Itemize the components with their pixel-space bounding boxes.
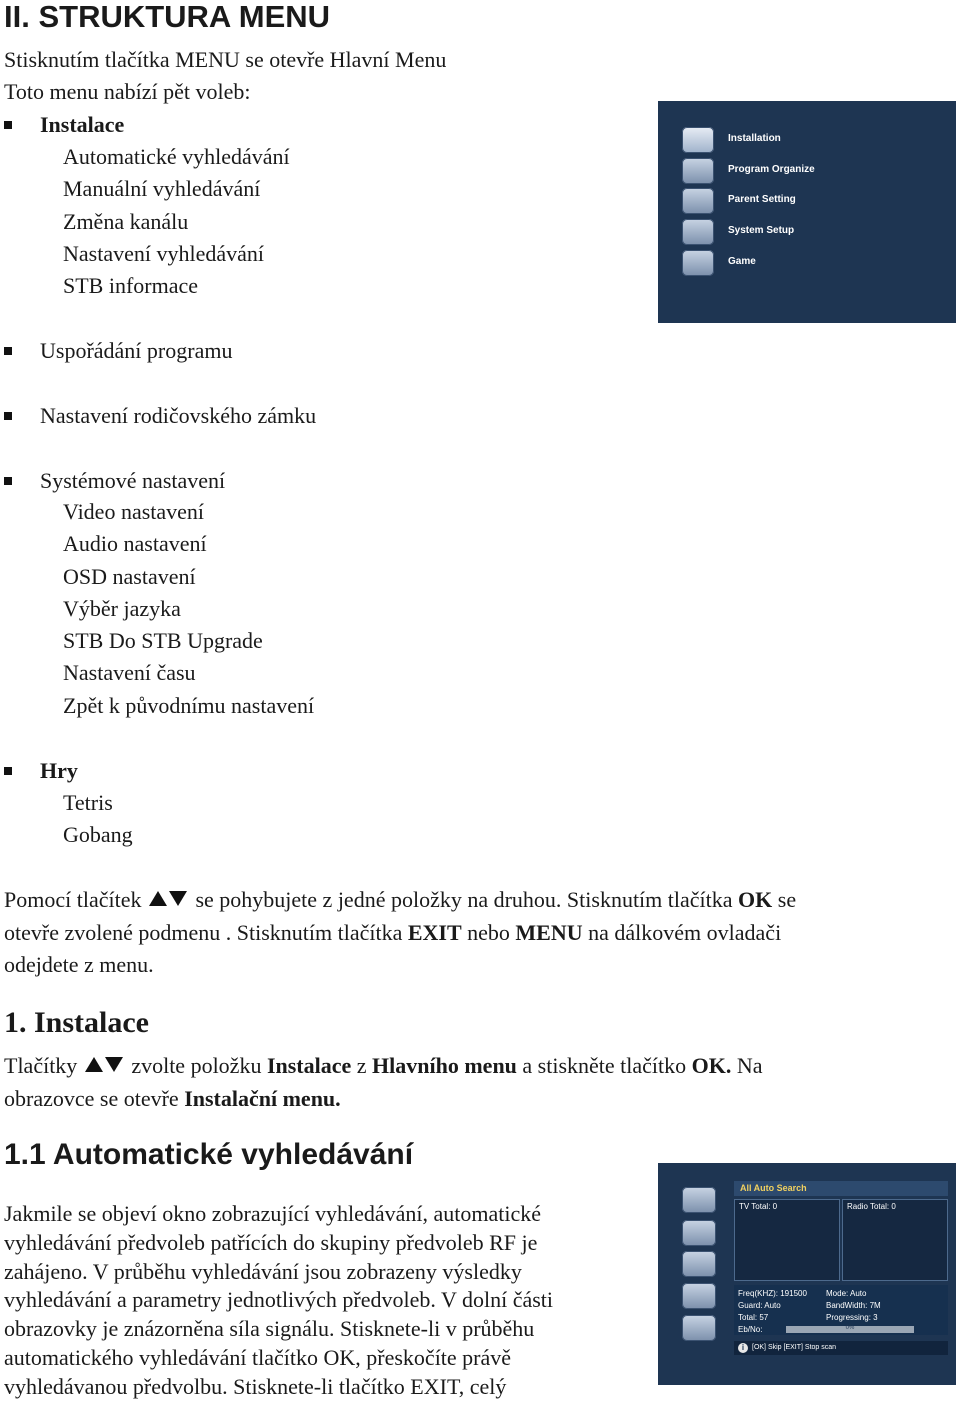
signal-progress-bar [786, 1326, 914, 1333]
text-span: EXIT [407, 919, 462, 945]
list-item: Nastavení vyhledávání [63, 241, 264, 266]
text-span: Na [736, 1053, 763, 1078]
section-1-paragraph [4, 1050, 954, 1115]
tv-menu-label: System Setup [728, 225, 795, 236]
tv-menu-label: Installation [728, 133, 781, 144]
menu-games-label: Hry [40, 758, 78, 783]
text-span: se pohybujete z jedné položky na druhou. Stisknutím tlačítka [195, 887, 733, 912]
menu-installation [4, 111, 124, 139]
list-item: Výběr jazyka [63, 596, 181, 621]
bullet-icon [4, 412, 12, 420]
list-item: Video nastavení [63, 499, 205, 524]
magnifier-icon [682, 1187, 716, 1213]
total: Total: 57 [738, 1313, 769, 1322]
up-down-arrows-icon [149, 881, 187, 914]
bullet-icon [4, 767, 12, 775]
menu-installation-label: Instalace [40, 112, 125, 137]
system-icon [682, 1283, 716, 1309]
text-span: z [356, 1053, 367, 1078]
magnifier-icon [682, 127, 714, 153]
text-span: a stiskněte tlačítko [522, 1053, 687, 1078]
menu-games [4, 757, 78, 785]
tv-menu-item-installation [682, 127, 942, 153]
tv-menu-item-parent-setting [682, 188, 942, 214]
program-icon [682, 158, 714, 184]
section-1-heading: 1. Instalace [4, 1006, 149, 1039]
bullet-icon [4, 121, 12, 129]
freq: Freq(KHZ): 191500 [738, 1289, 807, 1298]
game-icon [682, 1315, 716, 1341]
menu-parental [4, 402, 316, 430]
text-span: Pomocí tlačítek [4, 887, 142, 912]
page-title: II. STRUKTURA MENU [4, 0, 331, 34]
text-line: vyhledávání předvoleb patřících do skupiny předvoleb RF je [4, 1229, 538, 1255]
text-span: na dálkovém ovladači [588, 919, 782, 945]
program-icon [682, 1220, 716, 1246]
menu-system [4, 467, 225, 495]
mode: Mode: Auto [826, 1289, 867, 1298]
list-item: STB informace [63, 273, 199, 298]
text-line: Jakmile se objeví okno zobrazující vyhledávání, automatické [4, 1201, 541, 1226]
guard: Guard: Auto [738, 1301, 781, 1310]
search-header: All Auto Search [734, 1181, 948, 1196]
text-line: automatického vyhledávání tlačítko OK, přeskočíte právě [4, 1344, 512, 1370]
bullet-icon [4, 347, 12, 355]
system-icon [682, 219, 714, 245]
bandwidth: BandWidth: 7M [826, 1301, 881, 1310]
text-span: otevře zvolené podmenu . Stisknutím tlačítka [4, 919, 403, 945]
text-span: zvolte položku [131, 1053, 262, 1078]
ebno-label: Eb/No: [738, 1325, 763, 1334]
text-span: odejdete z menu. [4, 952, 154, 977]
parent-icon [682, 188, 714, 214]
tv-menu-item-program-organize [682, 158, 942, 184]
info-icon: i [738, 1343, 748, 1353]
search-info [734, 1285, 948, 1335]
text-span: Instalace [266, 1053, 352, 1078]
intro-line-2: Toto menu nabízí pět voleb: [4, 79, 251, 104]
text-span: nebo [467, 919, 510, 945]
text-span: OK [738, 887, 773, 912]
list-item: Manuální vyhledávání [63, 176, 261, 201]
text-span: MENU [515, 919, 583, 945]
text-span: se [777, 887, 797, 912]
tv-menu-label: Game [728, 256, 756, 267]
tv-menu-label: Program Organize [728, 164, 815, 175]
list-item: Tetris [63, 790, 113, 815]
menu-program-label: Uspořádání programu [40, 338, 233, 363]
search-panel [734, 1181, 948, 1357]
section-1-1-paragraph [4, 1200, 644, 1402]
tv-menu-item-game [682, 250, 942, 276]
search-footer [734, 1341, 948, 1355]
game-icon [682, 250, 714, 276]
list-item: Automatické vyhledávání [63, 144, 290, 169]
menu-program [4, 337, 232, 365]
parent-icon [682, 1251, 716, 1277]
list-item: Zpět k původnímu nastavení [63, 693, 315, 718]
text-span: Hlavního menu [372, 1053, 517, 1078]
tv-auto-search-screenshot [658, 1163, 956, 1385]
text-span: Tlačítky [4, 1053, 78, 1078]
list-item: Nastavení času [63, 660, 196, 685]
text-line: zahájeno. V průběhu vyhledávání jsou zobrazeny výsledky [4, 1258, 522, 1284]
list-item: Změna kanálu [63, 209, 189, 234]
progress-value: 0% [845, 1325, 855, 1331]
menu-system-label: Systémové nastavení [40, 468, 226, 493]
radio-list-box [842, 1199, 948, 1281]
text-line: obrazovky je znázorněna síla signálu. Stisknete-li v průběhu [4, 1316, 535, 1342]
list-item: Gobang [63, 822, 133, 847]
text-line: vyhledávanou předvolbu. Stisknete-li tlačítko EXIT, celý [4, 1373, 507, 1399]
list-item: STB Do STB Upgrade [63, 628, 263, 653]
up-down-arrows-icon [85, 1047, 123, 1080]
text-span: Instalační menu. [184, 1085, 341, 1111]
tv-main-menu-screenshot [658, 101, 956, 323]
text-span: OK. [691, 1053, 732, 1078]
list-item: OSD nastavení [63, 564, 196, 589]
progressing: Progressing: 3 [826, 1313, 878, 1322]
bullet-icon [4, 477, 12, 485]
tv-menu-item-system-setup [682, 219, 942, 245]
intro-line-1: Stisknutím tlačítka MENU se otevře Hlavní Menu [4, 47, 447, 72]
text-span: obrazovce se otevře [4, 1085, 179, 1111]
list-item: Audio nastavení [63, 531, 207, 556]
footer-text: [OK] Skip [EXIT] Stop scan [752, 1344, 837, 1351]
radio-total: Radio Total: 0 [847, 1202, 896, 1211]
tv-total: TV Total: 0 [739, 1202, 778, 1211]
navigation-paragraph [4, 884, 954, 982]
menu-parental-label: Nastavení rodičovského zámku [40, 403, 317, 428]
text-line: vyhledávání a parametry jednotlivých předvoleb. V dolní části [4, 1287, 554, 1313]
tv-list-box [734, 1199, 840, 1281]
section-1-1-heading: 1.1 Automatické vyhledávání [4, 1138, 414, 1171]
tv-menu-label: Parent Setting [728, 194, 796, 205]
